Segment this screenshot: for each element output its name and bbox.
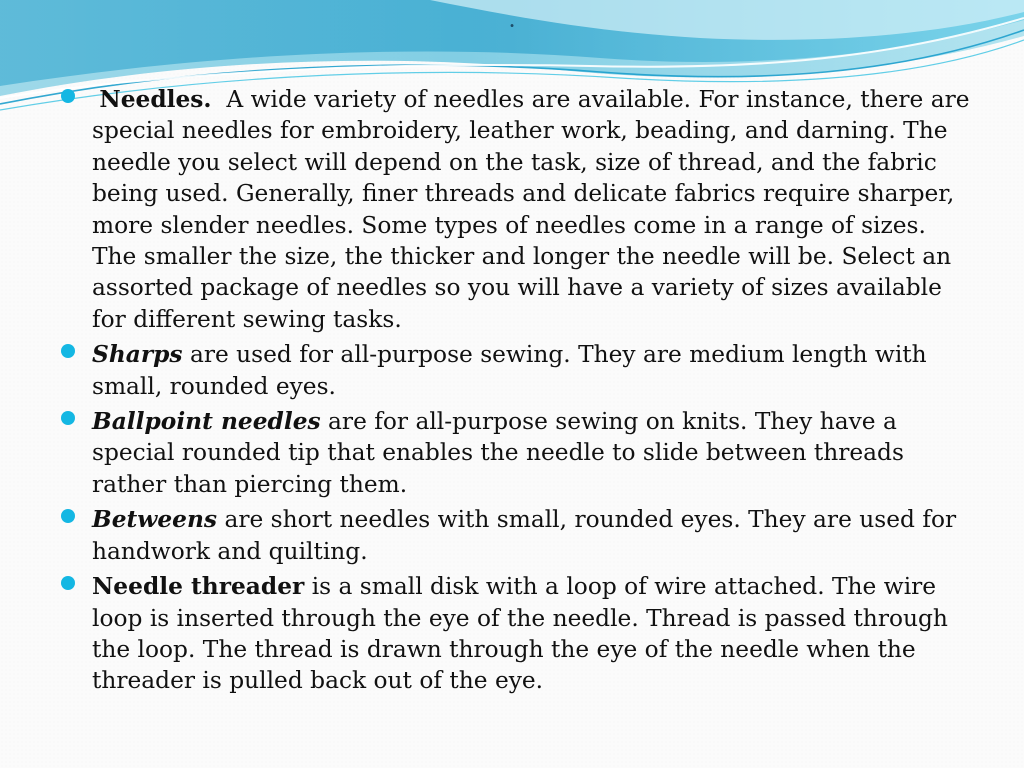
slide-title: . xyxy=(509,12,515,31)
bullet-needle-threader xyxy=(60,571,970,697)
bullet-text: are short needles with small, rounded eyes. They are used for handwork and quilting. xyxy=(92,506,957,565)
bullet-dot-icon xyxy=(61,89,75,103)
bullet-dot-icon xyxy=(61,576,75,590)
bullet-betweens xyxy=(60,504,970,567)
bullet-text: is a small disk with a loop of wire attached. The wire loop is inserted through the eye of the needle. Thread is passed through the loop. The thread is drawn through the eye of the needle when the threader is pulled back out of the eye. xyxy=(92,573,948,695)
bullet-text: are for all-purpose sewing on knits. They have a special rounded tip that enables the needle to slide between threads rather than piercing them. xyxy=(92,408,904,498)
bullet-needles xyxy=(60,84,970,335)
bullet-dot-icon xyxy=(61,344,75,358)
bullet-lead: Ballpoint needles xyxy=(92,408,321,436)
bullet-dot-icon xyxy=(61,509,75,523)
bullet-text: are used for all-purpose sewing. They are medium length with small, rounded eyes. xyxy=(92,341,927,400)
bullet-text: A wide variety of needles are available. For instance, there are special needles for embroidery, leather work, beading, and darning. The needle you select will depend on the task, size of thread, and the fabric being used. Generally, finer threads and delicate fabrics require sharper, more slender needles. Some types of needles come in a range of sizes. The smaller the size, the thicker and longer the needle will be. Select an assorted package of needles so you will have a variety of sizes available for different sewing tasks. xyxy=(92,86,970,333)
bullet-ballpoint-needles xyxy=(60,406,970,500)
bullet-list xyxy=(60,84,970,701)
bullet-lead: Needles. xyxy=(99,86,212,113)
bullet-lead: Sharps xyxy=(92,341,183,369)
bullet-lead: Needle threader xyxy=(92,573,305,601)
bullet-lead: Betweens xyxy=(92,506,218,534)
bullet-sharps xyxy=(60,339,970,402)
bullet-dot-icon xyxy=(61,411,75,425)
